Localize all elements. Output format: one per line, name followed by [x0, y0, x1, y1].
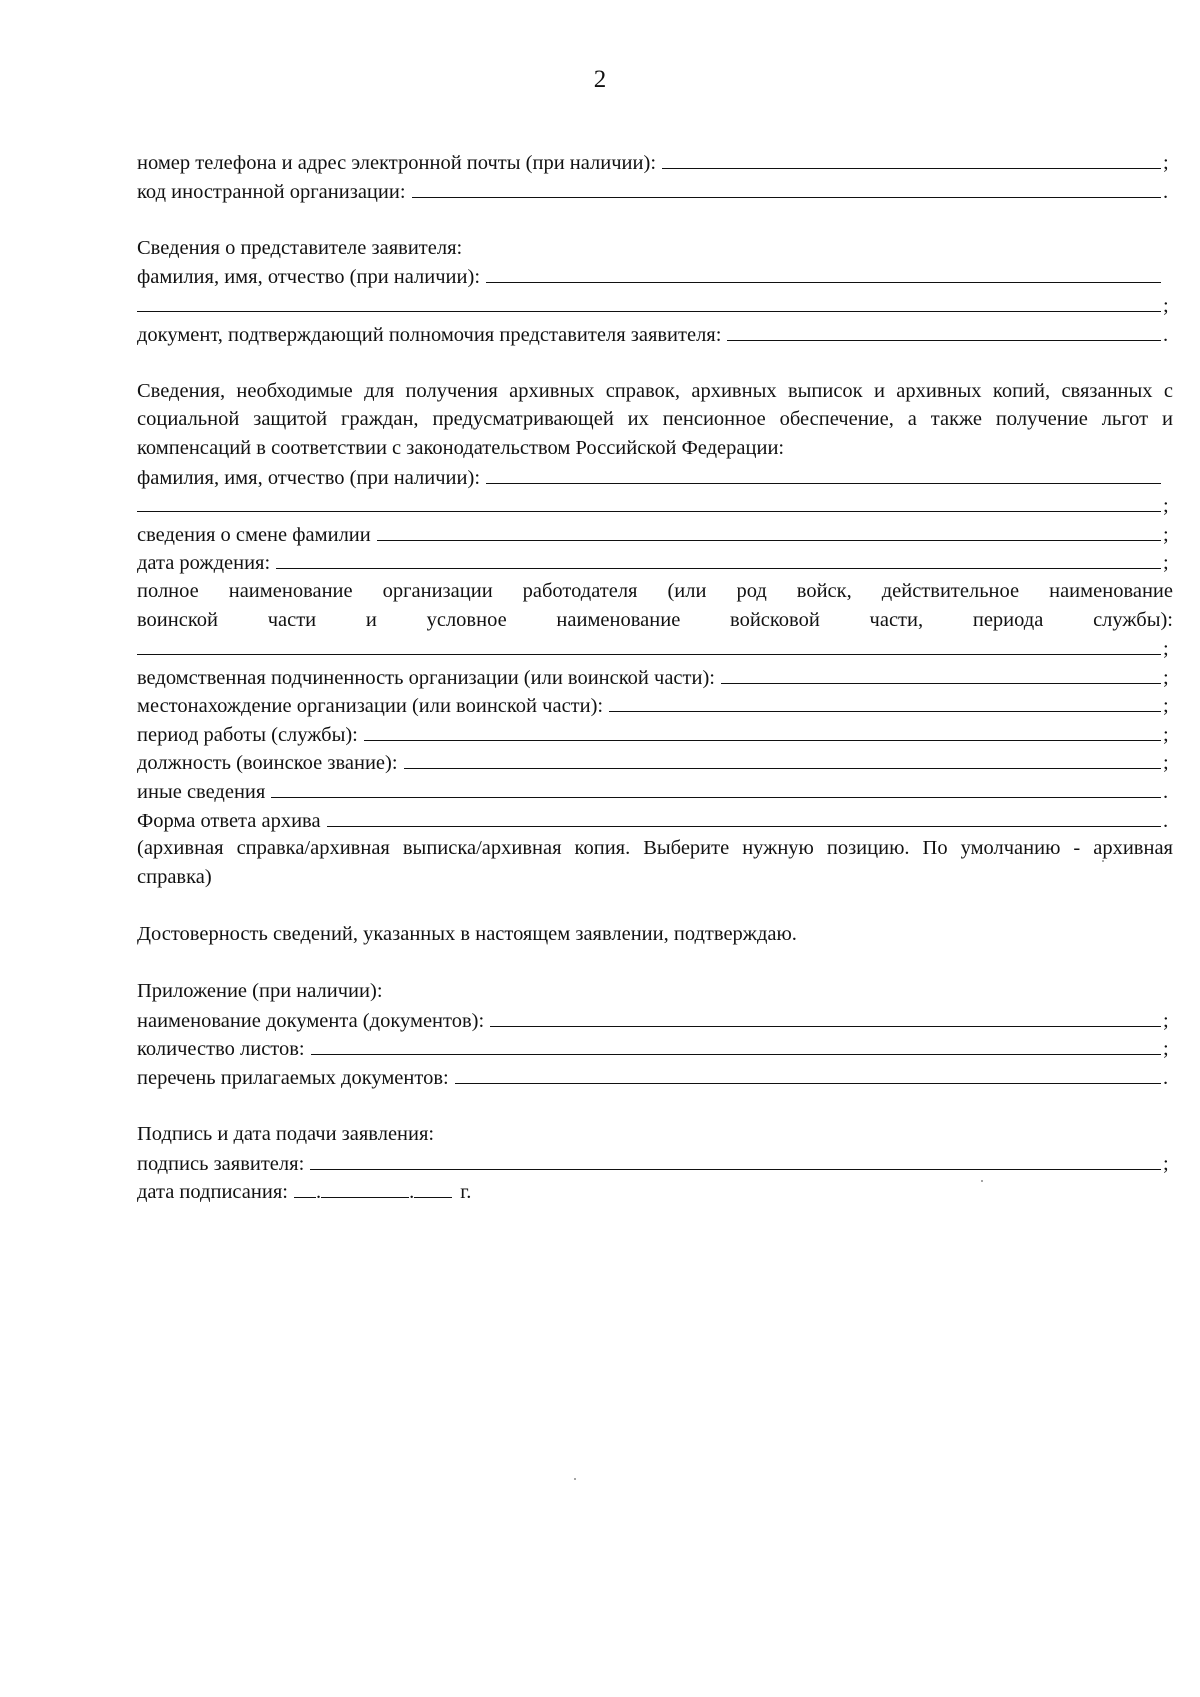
- position-row: [137, 748, 1173, 777]
- birth-date-label: дата рождения:: [137, 552, 271, 575]
- applicant-signature-row: [137, 1149, 1173, 1178]
- response-form-note: (архивная справка/архивная выписка/архивная копия. Выберите нужную позицию. По умолчанию - архивная справка): [137, 837, 1173, 888]
- location-label: местонахождение организации (или воинской части):: [137, 695, 604, 718]
- phone-email-row: [137, 148, 1173, 177]
- subordination-label: ведомственная подчиненность организации (или воинской части):: [137, 666, 715, 689]
- phone-email-field[interactable]: [662, 148, 1161, 169]
- representative-fio-field-continuation[interactable]: [137, 291, 1161, 312]
- position-label: должность (воинское звание):: [137, 752, 398, 775]
- person-fio-row: [137, 463, 1173, 492]
- archive-info-heading: Сведения, необходимые для получения архивных справок, архивных выписок и архивных копий, связанных с социальной защитой граждан, предусматривающей их пенсионное обеспечение, а также получение льгот и компенсаций в соответствии с законодательством Российской Федерации:: [137, 379, 1173, 459]
- signing-month-field[interactable]: [321, 1177, 409, 1198]
- sheets-row: [137, 1034, 1173, 1063]
- position-field[interactable]: [404, 748, 1161, 769]
- foreign-org-code-row: [137, 177, 1173, 206]
- surname-change-label: сведения о смене фамилии: [137, 523, 371, 546]
- punctuation: .: [1163, 809, 1169, 832]
- punctuation: .: [1163, 1067, 1169, 1089]
- doc-name-row: [137, 1006, 1173, 1035]
- representative-fio-continuation-row: [137, 291, 1173, 320]
- work-period-row: [137, 720, 1173, 749]
- subordination-row: [137, 663, 1173, 692]
- foreign-org-code-label: код иностранной организации:: [137, 180, 406, 203]
- application-form: [137, 148, 1173, 1206]
- signing-year-field[interactable]: [414, 1177, 452, 1198]
- sheets-field[interactable]: [311, 1034, 1161, 1055]
- representative-fio-row: [137, 262, 1173, 291]
- applicant-signature-label: подпись заявителя:: [137, 1152, 305, 1175]
- response-form-row: [137, 806, 1173, 835]
- signature-heading-row: [137, 1120, 1173, 1149]
- authority-doc-field[interactable]: [727, 320, 1161, 341]
- punctuation: ;: [1163, 695, 1169, 718]
- work-period-field[interactable]: [364, 720, 1161, 741]
- response-form-label: Форма ответа архива: [137, 809, 321, 832]
- attachments-heading: Приложение (при наличии):: [137, 980, 383, 1003]
- representative-heading-row: [137, 234, 1173, 263]
- employer-label-line-1: полное наименование организации работодателя (или род войск, действительное наименование: [137, 579, 1173, 602]
- person-fio-field[interactable]: [486, 463, 1161, 484]
- doc-name-label: наименование документа (документов):: [137, 1009, 485, 1032]
- authority-doc-label: документ, подтверждающий полномочия представителя заявителя:: [137, 323, 722, 346]
- signing-date-row: [137, 1177, 1173, 1206]
- punctuation: ;: [1163, 666, 1169, 689]
- applicant-signature-field[interactable]: [310, 1149, 1161, 1170]
- scan-speck: [574, 1478, 576, 1480]
- punctuation: ;: [1163, 1038, 1169, 1061]
- doc-list-field[interactable]: [455, 1063, 1161, 1084]
- phone-email-label: номер телефона и адрес электронной почты (при наличии):: [137, 152, 657, 174]
- punctuation: .: [1163, 781, 1169, 804]
- response-form-field[interactable]: [327, 806, 1161, 827]
- date-separator: .: [315, 1181, 322, 1204]
- birth-date-field[interactable]: [276, 548, 1161, 569]
- representative-fio-label: фамилия, имя, отчество (при наличии):: [137, 266, 481, 289]
- authority-doc-row: [137, 320, 1173, 349]
- subordination-field[interactable]: [721, 663, 1161, 684]
- punctuation: ;: [1163, 638, 1169, 661]
- person-fio-label: фамилия, имя, отчество (при наличии):: [137, 466, 481, 489]
- location-row: [137, 691, 1173, 720]
- representative-fio-field[interactable]: [486, 262, 1161, 283]
- year-suffix: г.: [460, 1181, 472, 1204]
- representative-heading: Сведения о представителе заявителя:: [137, 236, 463, 259]
- employer-row: [137, 634, 1173, 663]
- attachments-heading-row: [137, 977, 1173, 1006]
- person-fio-continuation-row: [137, 491, 1173, 520]
- doc-list-row: [137, 1063, 1173, 1092]
- other-info-row: [137, 777, 1173, 806]
- signature-heading: Подпись и дата подачи заявления:: [137, 1123, 435, 1146]
- page-number: 2: [593, 66, 607, 93]
- foreign-org-code-field[interactable]: [412, 177, 1161, 198]
- location-field[interactable]: [609, 691, 1161, 712]
- surname-change-row: [137, 520, 1173, 549]
- signing-day-field[interactable]: [294, 1177, 316, 1198]
- punctuation: .: [1163, 323, 1169, 346]
- other-info-label: иные сведения: [137, 781, 266, 804]
- surname-change-field[interactable]: [377, 520, 1161, 541]
- punctuation: ;: [1163, 495, 1169, 518]
- scan-speck: [1102, 860, 1104, 862]
- signing-date-label: дата подписания:: [137, 1181, 288, 1204]
- punctuation: ;: [1163, 752, 1169, 775]
- work-period-label: период работы (службы):: [137, 723, 358, 746]
- birth-date-row: [137, 548, 1173, 577]
- punctuation: ;: [1163, 1009, 1169, 1032]
- punctuation: ;: [1163, 1152, 1169, 1175]
- punctuation: ;: [1163, 523, 1169, 546]
- doc-list-label: перечень прилагаемых документов:: [137, 1067, 449, 1089]
- sheets-label: количество листов:: [137, 1038, 305, 1061]
- person-fio-field-continuation[interactable]: [137, 491, 1161, 512]
- employer-label-line-2: воинской части и условное наименование войсковой части, периода службы):: [137, 608, 1173, 631]
- other-info-field[interactable]: [271, 777, 1161, 798]
- doc-name-field[interactable]: [490, 1006, 1161, 1027]
- date-separator: .: [409, 1181, 415, 1204]
- punctuation: ;: [1163, 552, 1169, 575]
- punctuation: ;: [1163, 152, 1169, 174]
- punctuation: ;: [1163, 723, 1169, 746]
- confirmation-statement: Достоверность сведений, указанных в настоящем заявлении, подтверждаю.: [137, 923, 797, 946]
- punctuation: ;: [1163, 294, 1169, 317]
- scan-speck: [981, 1180, 983, 1182]
- employer-field[interactable]: [137, 634, 1161, 655]
- punctuation: .: [1163, 180, 1169, 203]
